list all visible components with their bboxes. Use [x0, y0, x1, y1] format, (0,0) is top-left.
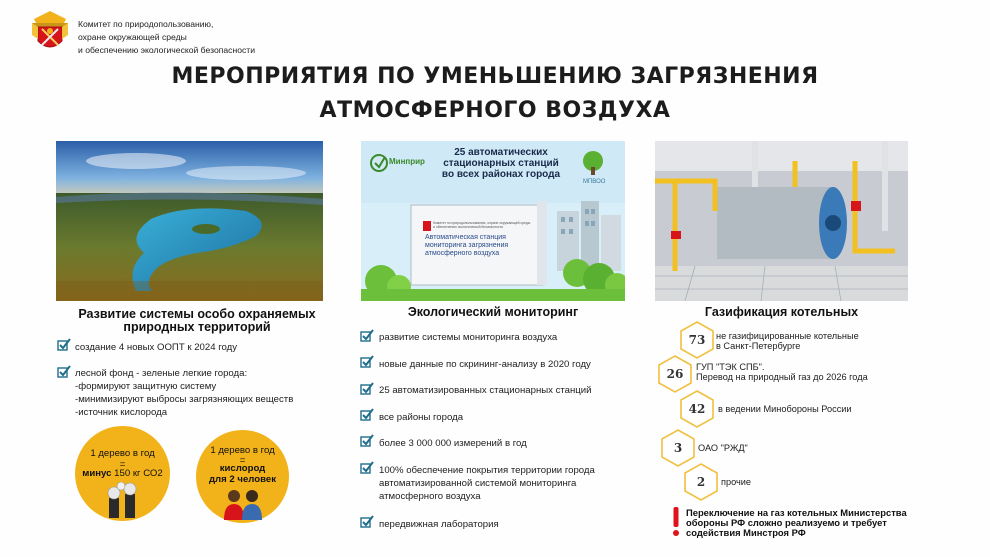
checkmark-icon: [360, 408, 374, 421]
page-title-line-1: МЕРОПРИЯТИЯ ПО УМЕНЬШЕНИЮ ЗАГРЯЗНЕНИЯ: [171, 64, 819, 89]
warning-text-line: обороны РФ сложно реализуемо и требует: [686, 517, 887, 528]
boiler-label: Перевод на природный газ до 2026 года: [696, 372, 868, 382]
circle-text: [75, 468, 170, 480]
stations-heading-line: стационарных станций: [443, 158, 559, 169]
circle-text: 1 дерево в год: [210, 445, 275, 456]
boiler-room-photo: [655, 141, 908, 301]
boiler-label: прочие: [721, 477, 752, 487]
left-item-new-protected-areas: создание 4 новых ООПТ к 2024 году: [75, 342, 238, 353]
exclamation-icon: [672, 507, 680, 537]
station-sign-line: мониторинга загрязнения: [425, 242, 509, 249]
warning-text-line: Переключение на газ котельных Министерства: [686, 507, 907, 518]
left-section-title-line-2: природных территорий: [123, 320, 271, 334]
org-name-line-3: и обеспечению экологической безопасности: [78, 45, 256, 55]
checkmark-icon: [57, 338, 71, 351]
boiler-label: в ведении Минобороны России: [718, 404, 852, 414]
org-name-line-1: Комитет по природопользованию,: [78, 19, 214, 29]
stations-heading-line: 25 автоматических: [454, 147, 548, 158]
monitoring-item: передвижная лаборатория: [379, 519, 499, 530]
boiler-label: ГУП "ТЭК СПБ".: [696, 362, 765, 372]
left-subitem: -минимизируют выбросы загрязняющих веществ: [75, 394, 294, 405]
checkmark-icon: [360, 382, 374, 395]
factory-smoke-icon: [101, 482, 145, 518]
boiler-count: 2: [696, 475, 706, 489]
checkmark-icon: [57, 365, 71, 378]
tree-co2-circle: [75, 426, 170, 521]
boiler-count: 73: [688, 333, 706, 347]
circle-text-bold: минус: [82, 468, 112, 479]
two-people-icon: [218, 488, 268, 520]
monitoring-item: все районы города: [379, 412, 464, 423]
page-title-line-2: АТМОСФЕРНОГО ВОЗДУХА: [319, 98, 671, 123]
monitoring-item: новые данные по скрининг-анализу в 2020 году: [379, 359, 591, 370]
station-sign-line: атмосферного воздуха: [425, 250, 500, 257]
right-section-title: Газификация котельных: [704, 305, 859, 319]
station-sign-line: Автоматическая станция: [425, 234, 506, 241]
stations-heading: [421, 147, 581, 180]
circle-text-bold: кислород: [219, 463, 266, 474]
warning-text-line: содействия Минстроя РФ: [686, 527, 806, 538]
circle-text: =: [239, 455, 246, 466]
left-section-title-line-1: Развитие системы особо охраняемых: [78, 307, 316, 321]
boiler-count: 42: [688, 402, 706, 416]
mpvoo-logo-text: МПВОО: [583, 179, 606, 185]
org-name-line-2: охране окружающей среды: [78, 32, 187, 42]
boiler-label: в Санкт-Петербурге: [716, 341, 801, 351]
boiler-count: 26: [666, 367, 684, 381]
left-subitem: -формируют защитную систему: [75, 381, 217, 392]
checkmark-icon: [360, 515, 374, 528]
monitoring-item: более 3 000 000 измерений в год: [379, 438, 527, 449]
station-sign-text: [425, 234, 537, 258]
left-item-forest-fund: лесной фонд - зеленые легкие города:: [75, 368, 248, 379]
ministry-logo-text: Минприр: [389, 157, 425, 166]
boiler-label: не газифицированные котельные: [716, 331, 859, 341]
monitoring-item-cont: автоматизированной системой мониторинга: [379, 478, 577, 489]
left-subitem: -источник кислорода: [75, 407, 168, 418]
circle-text-bold: для 2 человек: [208, 474, 277, 485]
boiler-label: ОАО "РЖД": [698, 443, 748, 453]
circle-text: =: [119, 459, 126, 470]
forest-lake-photo: [56, 141, 323, 301]
station-sign-small-text: Комитет по природопользованию, охране окружающей среды и обеспечению экологической безопасности: [433, 221, 531, 229]
spb-coat-of-arms-icon: [30, 9, 70, 53]
monitoring-item-cont: атмосферного воздуха: [379, 491, 481, 502]
stations-heading-line: во всех районах города: [441, 169, 561, 180]
monitoring-item: 25 автоматизированных стационарных станций: [379, 385, 592, 396]
monitoring-item: развитие системы мониторинга воздуха: [379, 332, 558, 343]
checkmark-icon: [360, 355, 374, 368]
middle-section-title: Экологический мониторинг: [407, 305, 579, 319]
circle-text-rest: 150 кг СО2: [111, 468, 163, 479]
checkmark-icon: [360, 461, 374, 474]
tree-oxygen-circle: [196, 430, 289, 523]
boiler-count: 3: [673, 441, 683, 455]
monitoring-station-illustration: [361, 141, 625, 301]
checkmark-icon: [360, 329, 374, 342]
monitoring-item: 100% обеспечение покрытия территории города: [379, 465, 595, 476]
checkmark-icon: [360, 434, 374, 447]
circle-text: 1 дерево в год: [90, 448, 155, 459]
